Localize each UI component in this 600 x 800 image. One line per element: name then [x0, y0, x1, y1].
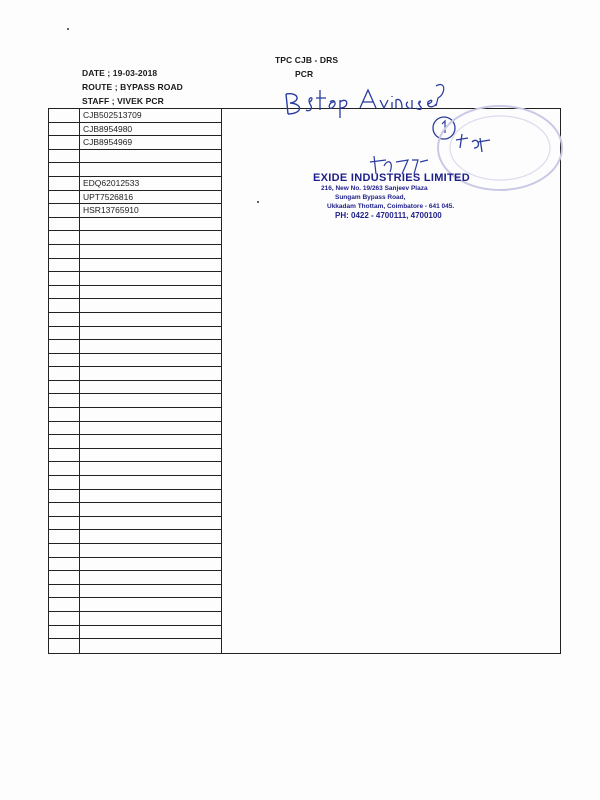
- consignment-number: HSR13765910: [83, 205, 139, 216]
- table-row: [49, 394, 222, 408]
- table-row: [49, 259, 222, 273]
- table-row: [49, 231, 222, 245]
- table-row: [49, 476, 222, 490]
- stamp-address-line-2: Sungam Bypass Road,: [335, 194, 406, 201]
- table-column-divider: [79, 109, 80, 653]
- table-row: [49, 449, 222, 463]
- table-right-section-divider: [221, 109, 222, 653]
- company-heading: TPC CJB - DRS: [275, 55, 339, 65]
- consignment-number: UPT7526816: [83, 191, 134, 202]
- table-rows: [49, 109, 222, 653]
- stamp-phone: PH: 0422 - 4700111, 4700100: [335, 211, 442, 220]
- department-heading: PCR: [295, 69, 314, 79]
- consignment-number: CJB502513709: [83, 110, 142, 120]
- consignment-number: EDQ62012533: [83, 177, 140, 188]
- table-row: [49, 626, 222, 640]
- speck: [257, 201, 259, 203]
- table-row: [49, 286, 222, 300]
- table-row: [49, 598, 222, 612]
- stamp-address-line-3: Ukkadam Thottam, Coimbatore - 641 045.: [327, 203, 455, 210]
- table-row: [49, 530, 222, 544]
- table-row: [49, 639, 222, 653]
- date-line: DATE ; 19-03-2018: [82, 68, 158, 78]
- table-row: [49, 408, 222, 422]
- table-row: [49, 422, 222, 436]
- table-row: [49, 354, 222, 368]
- table-row: [49, 435, 222, 449]
- table-row: [49, 517, 222, 531]
- stamp-address-line-1: 216, New No. 19/263 Sanjeev Plaza: [321, 185, 428, 192]
- table-row: [49, 136, 222, 150]
- speck: [67, 28, 69, 30]
- table-row: [49, 462, 222, 476]
- table-row: [49, 612, 222, 626]
- table-row: [49, 313, 222, 327]
- staff-line: STAFF ; VIVEK PCR: [82, 96, 164, 106]
- table-row: [49, 109, 222, 123]
- table-row: [49, 272, 222, 286]
- table-row: [49, 490, 222, 504]
- table-row: [49, 123, 222, 137]
- table-row: [49, 558, 222, 572]
- table-row: [49, 340, 222, 354]
- table-row: [49, 191, 222, 205]
- table-row: [49, 381, 222, 395]
- table-row: [49, 163, 222, 177]
- consignment-number: CJB8954969: [83, 137, 133, 148]
- table-row: [49, 367, 222, 381]
- table-row: [49, 544, 222, 558]
- stamp-title: EXIDE INDUSTRIES LIMITED: [313, 172, 470, 184]
- company-stamp: [305, 172, 555, 220]
- table-row: [49, 245, 222, 259]
- table-row: [49, 299, 222, 313]
- table-row: [49, 177, 222, 191]
- table-row: [49, 150, 222, 164]
- table-row: [49, 571, 222, 585]
- table-row: [49, 218, 222, 232]
- table-row: [49, 204, 222, 218]
- route-line: ROUTE ; BYPASS ROAD: [82, 82, 183, 92]
- consignment-number: CJB8954980: [83, 123, 133, 134]
- table-row: [49, 327, 222, 341]
- table-row: [49, 503, 222, 517]
- table-row: [49, 585, 222, 599]
